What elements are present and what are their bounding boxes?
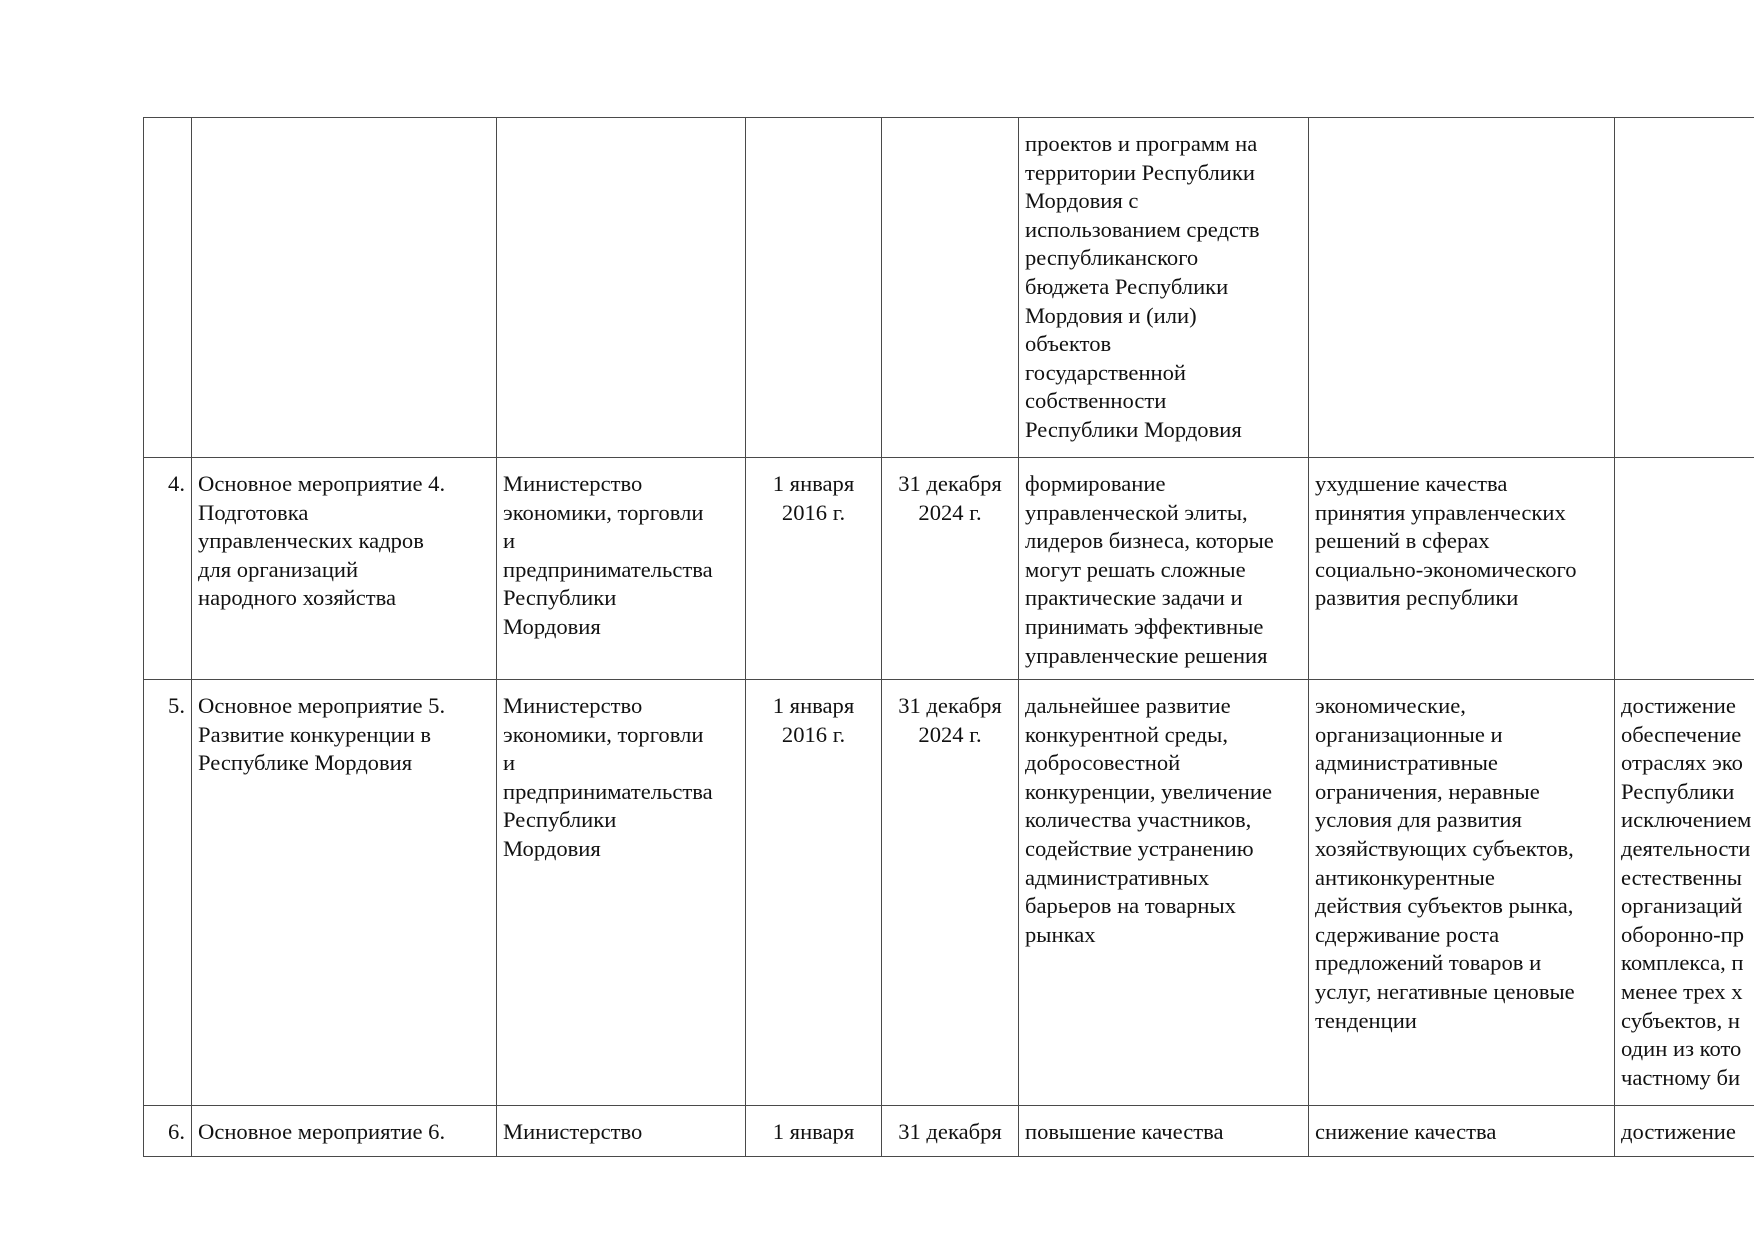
cell-consequences: снижение качества [1309,1106,1615,1157]
table-row-6 [144,1106,1754,1157]
cell-expected-result: формирование управленческой элиты, лидеров бизнеса, которые могут решать сложные практические задачи и принимать эффективные управленческие решения [1019,458,1309,680]
cell-activity: Основное мероприятие 6. [192,1106,497,1157]
activities-table [143,117,1754,1157]
cell-expected-result: дальнейшее развитие конкурентной среды, добросовестной конкуренции, увеличение количества участников, содействие устранению административных барьеров на товарных рынках [1019,680,1309,1106]
cell-responsible: Министерство экономики, торговли и предпринимательства Республики Мордовия [497,458,746,680]
cell-consequences [1309,118,1615,458]
table-row-4 [144,458,1754,680]
cell-start-date [746,118,882,458]
table-row-continuation [144,118,1754,458]
cell-relation [1615,118,1754,458]
cell-expected-result: повышение качества [1019,1106,1309,1157]
cell-end-date: 31 декабря [882,1106,1019,1157]
cell-responsible [497,118,746,458]
cell-responsible: Министерство [497,1106,746,1157]
table-row-5 [144,680,1754,1106]
cell-consequences: экономические, организационные и административные ограничения, неравные условия для развития хозяйствующих субъектов, антиконкурентные действия субъектов рынка, сдерживание роста предложений товаров и услуг, негативные ценовые тенденции [1309,680,1615,1106]
cell-start-date: 1 января [746,1106,882,1157]
cell-activity: Основное мероприятие 5. Развитие конкуренции в Республике Мордовия [192,680,497,1106]
cell-number: 5. [144,680,192,1106]
cell-consequences: ухудшение качества принятия управленческих решений в сферах социально-экономического развития республики [1309,458,1615,680]
cell-number [144,118,192,458]
cell-end-date: 31 декабря 2024 г. [882,458,1019,680]
cell-end-date [882,118,1019,458]
cell-relation: достижение [1615,1106,1754,1157]
cell-number: 4. [144,458,192,680]
cell-expected-result: проектов и программ на территории Республики Мордовия с использованием средств республиканского бюджета Республики Мордовия и (или) объектов государственной собственности Республики Мордовия [1019,118,1309,458]
cell-relation: достижение обеспечение отраслях эко Республики исключением деятельности естественны организаций оборонно-пр комплекса, п менее трех х субъектов, н один из кото частному би [1615,680,1754,1106]
cell-relation [1615,458,1754,680]
cell-start-date: 1 января 2016 г. [746,458,882,680]
cell-activity: Основное мероприятие 4. Подготовка управленческих кадров для организаций народного хозяйства [192,458,497,680]
cell-number: 6. [144,1106,192,1157]
cell-activity [192,118,497,458]
cell-start-date: 1 января 2016 г. [746,680,882,1106]
cell-responsible: Министерство экономики, торговли и предпринимательства Республики Мордовия [497,680,746,1106]
cell-end-date: 31 декабря 2024 г. [882,680,1019,1106]
